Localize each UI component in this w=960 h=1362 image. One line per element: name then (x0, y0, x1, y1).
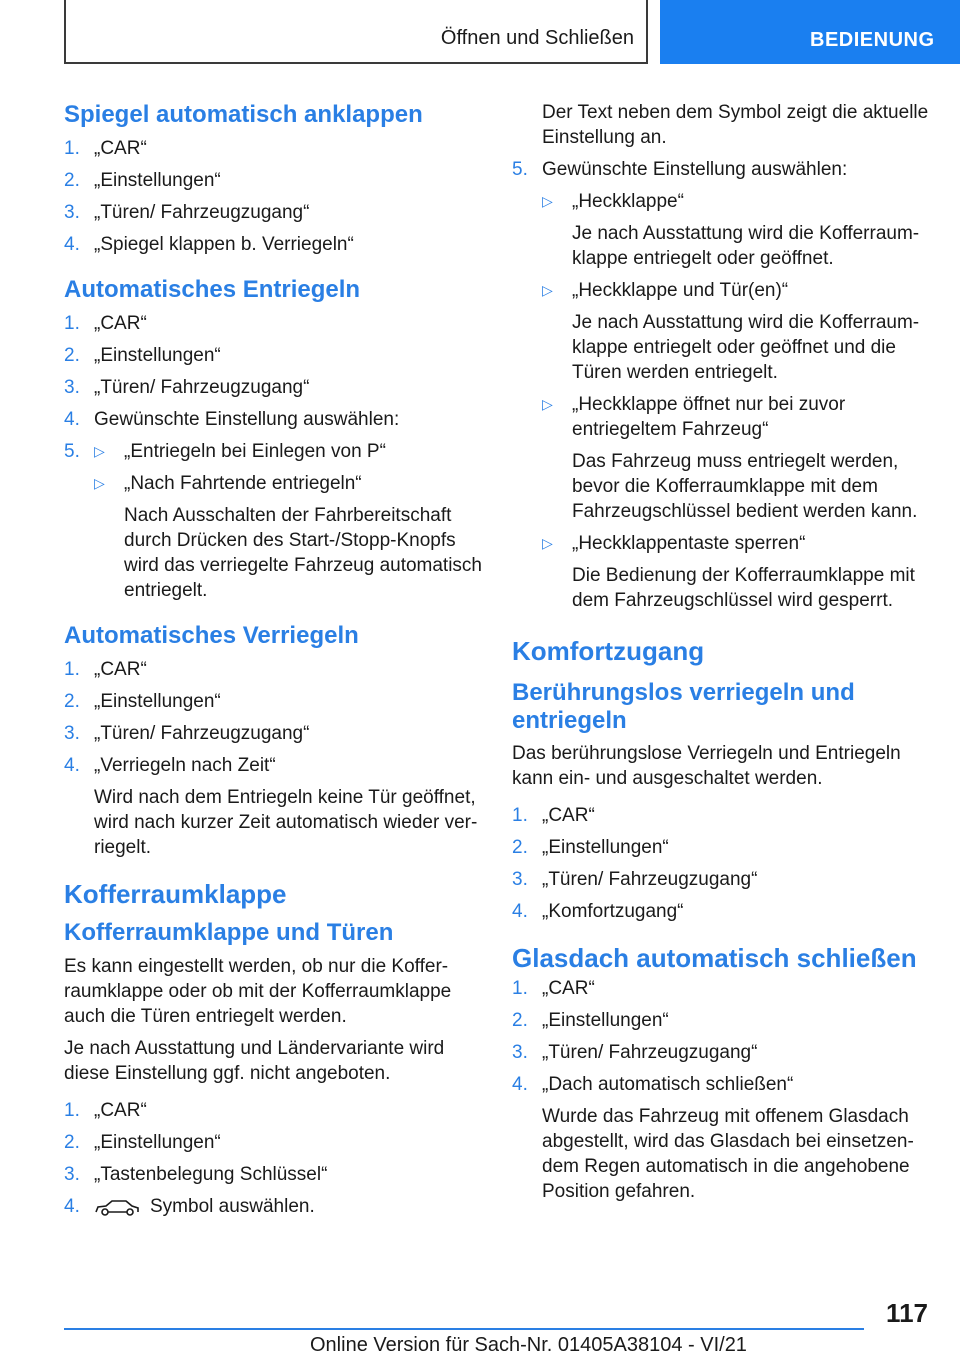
section-komfortzugang (512, 635, 932, 924)
page-number: 117 (886, 1298, 928, 1328)
list-item: 1. „CAR“ (64, 138, 147, 159)
section-verriegeln (64, 621, 484, 860)
list-item: 1. „CAR“ (64, 313, 147, 334)
item-description: Wurde das Fahrzeug mit offenem Glasdach abgestellt, wird das Glasdach bei einsetzendem Regen automatisch in die angehobene Position gefahren. (542, 1106, 914, 1202)
item-description: Nach Ausschalten der Fahrbereitschaft durch Drücken des Start-/Stopp-Knopfs wird das verriegelte Fahrzeug automatisch entriegelt. (124, 505, 483, 601)
list-item: 2. „Einstellungen“ (64, 170, 221, 191)
section-entriegeln (64, 275, 484, 603)
list-item: 2. „Einstellungen“ (64, 345, 221, 366)
list-item: 4. „Verriegeln nach Zeit“ (64, 755, 276, 776)
list-item: 4. Symbol auswählen. (64, 1196, 315, 1217)
list-item: 1. „CAR“ (512, 978, 595, 999)
list-item: ▷ „Heckklappentaste sperren“ (542, 533, 806, 554)
section-heading: Berührungslos verriegeln und entriegeln (512, 679, 855, 734)
item-description: Der Text neben dem Symbol zeigt die aktuelle Einstellung an. (542, 102, 929, 148)
list-item: 5. ▷ „Entriegeln bei Einlegen von P“ (64, 441, 386, 462)
item-description: Die Bedienung der Kofferraumklappe mit dem Fahrzeugschlüssel wird gesperrt. (572, 565, 915, 611)
triangle-bullet-icon: ▷ (542, 282, 553, 298)
list-item: ▷ „Heckklappe öffnet nur bei zuvor entriegeltem Fahrzeug“ (542, 394, 846, 440)
list-item: ▷ „Heckklappe“ (542, 191, 684, 212)
list-item: 3. „Türen/ Fahrzeugzugang“ (64, 202, 310, 223)
item-description: Je nach Ausstattung wird die Kofferraumklappe entriegelt oder geöffnet und die Türen werden entriegelt. (572, 312, 920, 383)
section-tab[interactable] (660, 0, 960, 64)
chapter-title: Öffnen und Schließen (440, 27, 634, 49)
section-spiegel (64, 100, 484, 257)
list-item: 4. „Dach automatisch schließen“ (512, 1074, 794, 1095)
header-frame (64, 0, 648, 64)
list-item: 2. „Einstellungen“ (64, 1132, 221, 1153)
chapter-heading: Komfortzugang (512, 636, 705, 666)
triangle-bullet-icon: ▷ (542, 535, 553, 551)
item-description: Wird nach dem Entriegeln keine Tür geöffnet, wird nach kurzer Zeit automatisch wieder verriegelt. (94, 787, 478, 858)
triangle-bullet-icon: ▷ (542, 193, 553, 209)
list-item: ▷ „Nach Fahrtende entriegeln“ (94, 473, 362, 494)
paragraph: Je nach Ausstattung und Ländervariante wird diese Einstellung ggf. nicht angeboten. (64, 1038, 445, 1084)
list-item: 3. „Türen/ Fahrzeugzugang“ (512, 1042, 758, 1063)
list-item: 4. „Komfortzugang“ (512, 901, 684, 922)
section-heading: Spiegel automatisch anklappen (64, 101, 423, 128)
footer-version-text: Online Version für Sach-Nr. 01405A38104 - VI/21 (310, 1334, 747, 1356)
list-item: 3. „Türen/ Fahrzeugzugang“ (64, 377, 310, 398)
section-glasdach (512, 942, 932, 1204)
list-item: 3. „Türen/ Fahrzeugzugang“ (512, 869, 758, 890)
list-item: ▷ „Heckklappe und Tür(en)“ (542, 280, 789, 301)
footer-divider (64, 1328, 864, 1330)
list-item: 2. „Einstellungen“ (64, 691, 221, 712)
section-kofferraumklappe (64, 878, 484, 1219)
item-description: Das Fahrzeug muss entriegelt werden, bevor die Kofferraumklappe mit dem Fahrzeugschlüssel bedient werden kann. (572, 451, 918, 522)
list-item: 4. Gewünschte Einstellung auswählen: (64, 409, 400, 430)
chapter-heading: Kofferraumklappe (64, 879, 287, 909)
list-item: 1. „CAR“ (512, 805, 595, 826)
section-tab-label: BEDIENUNG (810, 29, 935, 51)
section-heading: Automatisches Entriegeln (64, 276, 361, 303)
list-item: 3. „Türen/ Fahrzeugzugang“ (64, 723, 310, 744)
triangle-bullet-icon: ▷ (542, 396, 553, 412)
right-column (512, 100, 932, 1222)
left-column (64, 100, 484, 1237)
list-item: 4. „Spiegel klappen b. Verriegeln“ (64, 234, 354, 255)
item-description: Je nach Ausstattung wird die Kofferraumklappe entriegelt oder geöffnet. (572, 223, 920, 269)
chapter-heading: Glasdach automatisch schließen (512, 943, 917, 973)
list-item: 2. „Einstellungen“ (512, 837, 669, 858)
triangle-bullet-icon: ▷ (94, 475, 105, 491)
paragraph: Das berührungslose Verriegeln und Entriegeln kann ein- und ausgeschaltet werden. (512, 743, 901, 789)
list-item: 1. „CAR“ (64, 659, 147, 680)
section-heading: Automatisches Verriegeln (64, 622, 359, 649)
list-item: 3. „Tastenbelegung Schlüssel“ (64, 1164, 328, 1185)
paragraph: Es kann eingestellt werden, ob nur die Kofferraumklappe oder ob mit der Kofferraumklappe auch die Türen entriegelt werden. (64, 956, 452, 1027)
car-tailgate-icon (94, 1197, 140, 1217)
list-item: 5. Gewünschte Einstellung auswählen: (512, 159, 848, 180)
list-item: 2. „Einstellungen“ (512, 1010, 669, 1031)
section-heading: Kofferraumklappe und Türen (64, 919, 394, 946)
triangle-bullet-icon: ▷ (94, 443, 105, 459)
list-item: 1. „CAR“ (64, 1100, 147, 1121)
